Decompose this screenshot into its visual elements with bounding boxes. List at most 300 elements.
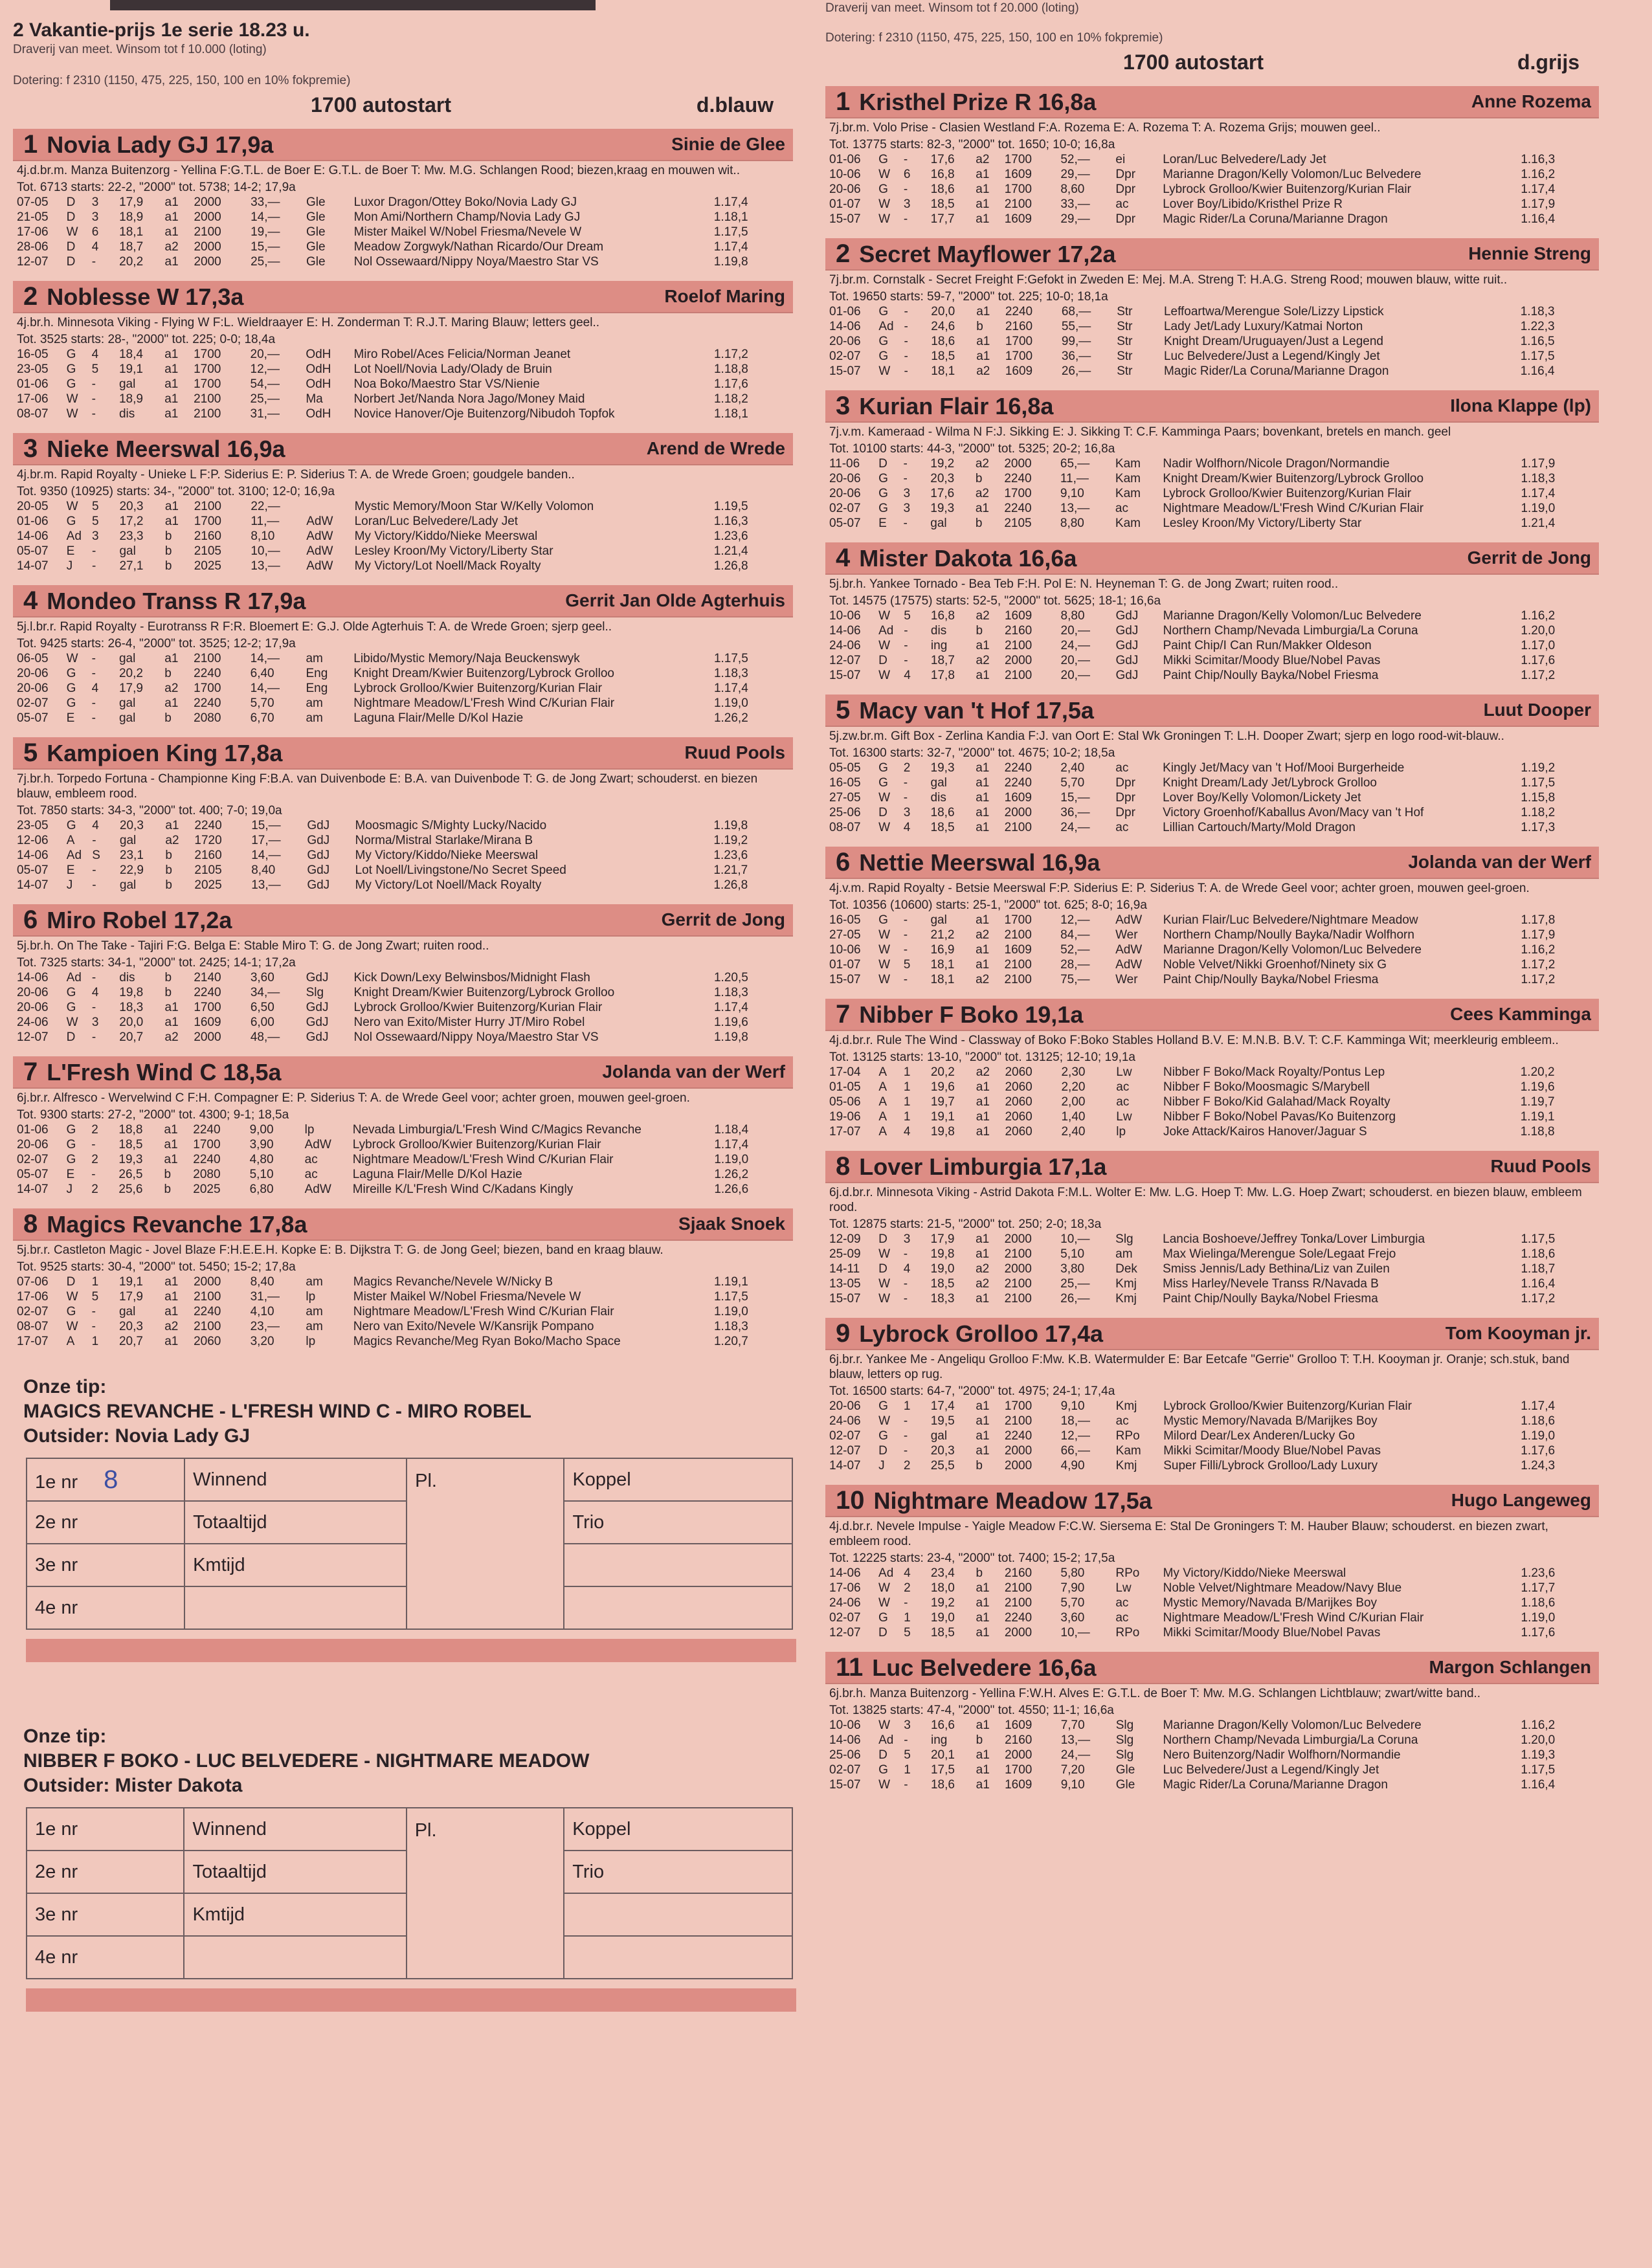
result-cell: 2000 <box>1004 654 1032 667</box>
grid-empty[interactable] <box>564 1586 792 1629</box>
result-cell: 2000 <box>194 255 221 269</box>
result-cell: 1700 <box>1004 913 1032 927</box>
result-cell: gal <box>930 1429 948 1443</box>
result-cell: 20,— <box>1060 654 1090 667</box>
result-cell: a1 <box>164 225 179 239</box>
result-row <box>829 1095 1599 1109</box>
grid-label[interactable]: Totaaltijd <box>184 1501 407 1544</box>
result-cell: 1.17,2 <box>1521 958 1556 972</box>
result-cell: 12-06 <box>17 834 49 847</box>
result-cell: 1.17,4 <box>713 1001 748 1014</box>
result-cell: GdJ <box>306 971 329 984</box>
result-cell: 24-06 <box>17 1016 49 1029</box>
result-row <box>829 790 1599 805</box>
result-cell: 3 <box>903 487 911 500</box>
result-cell: 8,40 <box>250 1275 274 1289</box>
result-row <box>829 152 1599 167</box>
result-cell: 20,7 <box>118 1335 143 1348</box>
result-cell: W <box>66 407 78 421</box>
result-cell: Miro Robel/Aces Felicia/Norman Jeanet <box>353 348 571 361</box>
grid-label[interactable]: Kmtijd <box>184 1893 406 1936</box>
result-cell: a1 <box>164 1275 179 1289</box>
result-cell: 2 <box>91 1153 98 1166</box>
result-cell: 25,— <box>250 392 280 406</box>
result-cell: G <box>66 1153 76 1166</box>
result-cell: Kam <box>1115 517 1141 530</box>
result-cell: 25,6 <box>118 1183 143 1196</box>
horse-name: 2 Noblesse W 17,3a <box>23 282 244 311</box>
result-cell: G <box>66 377 76 391</box>
result-cell: 07-06 <box>17 1275 49 1289</box>
grid-label[interactable] <box>184 1586 407 1629</box>
horse-pedigree: 7j.v.m. Kameraad - Wilma N F:J. Sikking E: J. Sikking T: C.F. Kamminga Paars; bovenkant, bretels en manch. geel <box>829 425 1451 439</box>
result-cell: 2000 <box>194 195 221 209</box>
tip-title: Onze tip: <box>23 1726 107 1747</box>
result-cell: 2100 <box>1004 669 1032 682</box>
result-cell: Lady Jet/Lady Luxury/Katmai Norton <box>1163 320 1363 333</box>
grid-trio[interactable]: Trio <box>564 1851 792 1893</box>
result-table <box>829 1718 1599 1792</box>
result-cell: a1 <box>164 1305 179 1318</box>
result-cell: ac <box>1115 761 1129 775</box>
result-cell: Smiss Jennis/Lady Bethina/Liz van Zuilen <box>1163 1262 1390 1276</box>
result-row <box>829 668 1599 683</box>
result-cell: 17,2 <box>119 515 144 528</box>
result-cell: 18,1 <box>931 364 955 378</box>
result-cell: ac <box>304 1168 318 1181</box>
result-row <box>17 254 793 269</box>
result-cell: Ad <box>878 1733 894 1747</box>
result-cell: - <box>903 153 908 166</box>
result-cell: RPo <box>1115 1626 1140 1640</box>
result-table <box>17 970 793 1045</box>
horse-number: 11 <box>836 1652 864 1682</box>
result-cell: 2240 <box>194 986 221 999</box>
result-cell: 1.17,5 <box>1521 1232 1556 1246</box>
grid-pl[interactable]: Pl. <box>407 1808 564 1979</box>
result-cell: 14,— <box>251 849 281 862</box>
result-cell: My Victory/Lot Noell/Mack Royalty <box>354 559 541 573</box>
result-cell: 15-07 <box>829 364 861 378</box>
result-row <box>17 529 793 544</box>
result-cell: Lot Noell/Livingstone/No Secret Speed <box>355 863 566 877</box>
result-cell: 07-05 <box>17 195 49 209</box>
result-cell: 06-05 <box>17 652 49 665</box>
result-cell: 2160 <box>1004 1566 1032 1580</box>
horse-totals: Tot. 12225 starts: 23-4, "2000" tot. 7400; 15-2; 17,5a <box>829 1551 1115 1565</box>
result-cell: Luxor Dragon/Ottey Boko/Novia Lady GJ <box>353 195 577 209</box>
result-cell: b <box>976 1733 983 1747</box>
result-row <box>17 1182 793 1197</box>
result-cell: 4 <box>91 240 99 254</box>
result-row <box>17 985 793 1000</box>
result-cell: 19,2 <box>930 457 955 471</box>
result-cell: 1700 <box>1005 335 1033 348</box>
result-cell: 2000 <box>1004 1232 1032 1246</box>
result-cell: 1.19,1 <box>1520 1110 1555 1124</box>
result-cell: 2 <box>904 1581 911 1595</box>
horse-pedigree: 5j.zw.br.m. Gift Box - Zerlina Kandia F:J. van Oort E: Stal Wk Groningen T: L.H. Dooper Zwart; sjerp en logo rood-wit-blauw.. <box>829 729 1504 743</box>
result-row <box>829 304 1599 319</box>
grid-koppel[interactable]: Koppel <box>564 1808 792 1851</box>
result-cell: 1.17,6 <box>713 377 748 391</box>
result-cell: b <box>164 667 172 680</box>
result-cell: Magic Rider/La Coruna/Marianne Dragon <box>1163 212 1388 226</box>
result-cell: a1 <box>164 195 179 209</box>
result-cell: My Victory/Kiddo/Nieke Meerswal <box>354 529 538 543</box>
result-cell: 19-06 <box>829 1110 861 1124</box>
result-cell: 20-05 <box>17 500 49 513</box>
result-cell: a1 <box>976 1232 990 1246</box>
grid-cell[interactable]: 3e nr <box>27 1544 184 1586</box>
result-cell: Ad <box>878 1566 894 1580</box>
result-cell: 1.16,3 <box>1521 153 1556 166</box>
result-cell: 12-09 <box>829 1232 861 1246</box>
result-cell: Lybrock Grolloo/Kwier Buitenzorg/Kurian Flair <box>1163 1399 1412 1413</box>
result-cell: D <box>878 1748 887 1762</box>
result-cell: Str <box>1117 335 1133 348</box>
result-cell: Nightmare Meadow/L'Fresh Wind C/Kurian Flair <box>352 1153 614 1166</box>
result-cell: - <box>91 1001 96 1014</box>
result-cell: b <box>165 849 172 862</box>
result-cell: 1.26,2 <box>714 1168 749 1181</box>
result-cell: 2025 <box>193 1183 221 1196</box>
tip-outsider: Outsider: Novia Lady GJ <box>23 1425 251 1447</box>
result-cell: 5 <box>903 958 911 972</box>
horse-driver: Sinie de Glee <box>671 134 785 154</box>
result-cell: - <box>903 973 908 986</box>
result-cell: AdW <box>1115 913 1143 927</box>
result-table <box>829 456 1599 531</box>
grid-cell[interactable]: 4e nr <box>27 1936 184 1979</box>
result-cell: 23,3 <box>119 529 144 543</box>
result-cell: 1.19,2 <box>713 834 748 847</box>
result-cell: 4 <box>904 669 911 682</box>
result-cell: AdW <box>306 559 333 573</box>
result-cell: Northern Champ/Noully Bayka/Nadir Wolfhorn <box>1163 928 1414 942</box>
horse-number: 3 <box>836 391 851 420</box>
grid-empty[interactable] <box>564 1936 792 1979</box>
result-cell: 20-06 <box>829 335 861 348</box>
grid-cell[interactable]: 4e nr <box>27 1586 184 1629</box>
result-row <box>17 818 793 833</box>
result-cell: 24-06 <box>829 639 861 652</box>
horse-entry <box>825 999 1599 1139</box>
result-cell: 31,— <box>250 1290 280 1304</box>
grid-label[interactable] <box>184 1936 406 1979</box>
result-cell: Paint Chip/Noully Bayka/Nobel Friesma <box>1163 1292 1378 1306</box>
result-cell: G <box>878 1429 888 1443</box>
result-cell: 2100 <box>1004 1581 1032 1595</box>
result-cell: - <box>904 350 908 363</box>
result-cell: 17,9 <box>118 1290 143 1304</box>
result-cell: 15-07 <box>829 212 861 226</box>
grid-label[interactable]: Winnend <box>184 1808 406 1851</box>
grid-label[interactable]: Winnend <box>184 1458 407 1501</box>
result-cell: lp <box>306 1335 316 1348</box>
result-cell: Nibber F Boko/Nobel Pavas/Ko Buitenzorg <box>1163 1110 1396 1124</box>
result-cell: 1.24,3 <box>1521 1459 1556 1473</box>
result-cell: 1.17,4 <box>1521 1399 1556 1413</box>
result-cell: 1 <box>903 1065 911 1079</box>
horse-pedigree: 5j.l.br.r. Rapid Royalty - Eurotranss R F:R. Bloemert E: G.J. Olde Agterhuis T: A. de Wrede Groen; sjerp geel.. <box>17 620 612 634</box>
result-cell: 20,0 <box>119 1016 144 1029</box>
result-cell: 20-06 <box>829 1399 861 1413</box>
result-cell: 20,3 <box>118 1320 143 1333</box>
result-cell: Wer <box>1115 928 1138 942</box>
result-cell: 17-06 <box>17 225 49 239</box>
grid-cell[interactable]: 3e nr <box>27 1893 184 1936</box>
result-row <box>829 623 1599 638</box>
grid-koppel[interactable]: Koppel <box>564 1458 792 1501</box>
result-cell: 2240 <box>194 696 221 710</box>
result-cell: 08-07 <box>829 821 861 834</box>
result-row <box>17 377 793 392</box>
result-cell: - <box>904 654 908 667</box>
result-cell: 27-05 <box>829 791 861 805</box>
result-cell: 1609 <box>1004 791 1032 805</box>
result-cell: D <box>66 240 76 254</box>
result-cell: a1 <box>164 652 179 665</box>
result-cell: 18,5 <box>930 1277 955 1291</box>
horse-pedigree: 6j.br.r. Yankee Me - Angeliqu Grolloo F:Mw. K.B. Watermulder E: Bar Eetcafe "Gerrie" Grolloo T: T.H. Kooyman jr. Oranje; sch.stuk, band blauw, letters op rug. <box>829 1353 1570 1381</box>
result-row <box>829 486 1599 501</box>
result-row <box>829 1399 1599 1414</box>
result-cell: 01-06 <box>17 1123 49 1137</box>
result-cell: 2000 <box>1004 806 1032 819</box>
grid-pl[interactable]: Pl. <box>407 1458 564 1629</box>
result-row <box>17 1334 793 1349</box>
result-cell: G <box>878 502 888 515</box>
result-cell: 1.17,5 <box>1521 776 1556 790</box>
result-cell: a1 <box>976 1581 990 1595</box>
result-cell: 6,00 <box>250 1016 274 1029</box>
result-cell: RPo <box>1115 1566 1140 1580</box>
result-cell: 2 <box>903 761 911 775</box>
horse-entry <box>825 1151 1599 1306</box>
result-cell: - <box>903 791 908 805</box>
result-cell: 19,8 <box>930 1247 955 1261</box>
horse-driver: Gerrit de Jong <box>1467 548 1591 568</box>
result-cell: - <box>91 652 96 665</box>
result-cell: 2 <box>91 1183 98 1196</box>
result-cell: 01-06 <box>17 377 49 391</box>
result-cell: 1.18,2 <box>1521 806 1556 819</box>
result-cell: 2105 <box>194 863 222 877</box>
tip-divider <box>26 1639 796 1662</box>
result-cell: 2100 <box>1004 1277 1032 1291</box>
grid-empty[interactable] <box>564 1544 792 1586</box>
result-cell: 2160 <box>194 849 222 862</box>
result-cell: 2060 <box>1005 1065 1032 1079</box>
result-cell: 1.16,2 <box>1521 168 1556 181</box>
result-row <box>17 1319 793 1334</box>
result-cell: a1 <box>976 639 990 652</box>
horse-header <box>13 585 793 617</box>
result-row <box>17 392 793 406</box>
result-cell: b <box>976 320 983 333</box>
result-cell: 1.19,2 <box>1521 761 1556 775</box>
result-cell: 14-06 <box>829 1733 861 1747</box>
result-cell: - <box>903 1429 908 1443</box>
result-cell: 1.16,4 <box>1521 1277 1556 1291</box>
result-cell: 1.19,0 <box>1521 502 1556 515</box>
result-cell: 19,8 <box>930 1125 955 1139</box>
result-cell: Max Wielinga/Merengue Sole/Legaat Frejo <box>1163 1247 1396 1261</box>
result-cell: OdH <box>306 377 331 391</box>
result-cell: G <box>878 1763 888 1777</box>
result-cell: 1700 <box>1005 350 1033 363</box>
result-cell: 2000 <box>1004 1626 1032 1640</box>
result-cell: ac <box>1116 1080 1130 1094</box>
result-cell: 5,10 <box>1060 1247 1085 1261</box>
horse-pedigree: 4j.d.br.m. Manza Buitenzorg - Yellina F:G.T.L. de Boer E: G.T.L. de Boer T: Mw. M.G. Schlangen Rood; biezen,kraag en mouwen wit.. <box>17 164 740 177</box>
result-cell: a2 <box>976 153 990 166</box>
result-cell: Nadir Wolfhorn/Nicole Dragon/Normandie <box>1163 457 1390 471</box>
result-row <box>17 863 793 878</box>
result-cell: Mystic Memory/Navada B/Marijkes Boy <box>1163 1414 1378 1428</box>
bet-grid <box>26 1458 793 1630</box>
result-cell: 52,— <box>1060 153 1090 166</box>
result-cell: G <box>66 1138 76 1151</box>
result-cell: 05-05 <box>829 761 861 775</box>
result-cell: Mon Ami/Northern Champ/Novia Lady GJ <box>353 210 581 224</box>
result-cell: 18,7 <box>930 654 955 667</box>
result-cell: 9,10 <box>1060 1399 1085 1413</box>
grid-empty[interactable] <box>564 1893 792 1936</box>
result-cell: 10-06 <box>829 609 861 623</box>
horse-number: 6 <box>836 847 851 876</box>
result-cell: 5,70 <box>250 696 274 710</box>
result-table <box>17 1274 793 1349</box>
result-cell: a1 <box>976 669 990 682</box>
result-cell: Nibber F Boko/Moosmagic S/Marybell <box>1163 1080 1370 1094</box>
result-cell: 1.18,6 <box>1521 1596 1556 1610</box>
grid-label[interactable]: Kmtijd <box>184 1544 407 1586</box>
result-cell: 4,10 <box>250 1305 274 1318</box>
result-cell: 1.19,0 <box>1521 1429 1556 1443</box>
bet-grid-2 <box>26 1807 793 1979</box>
result-row <box>829 334 1599 349</box>
result-cell: Lot Noell/Novia Lady/Olady de Bruin <box>353 362 552 376</box>
result-row <box>829 364 1599 379</box>
result-cell: 1.18,2 <box>713 392 748 406</box>
result-cell: 17,4 <box>930 1399 955 1413</box>
result-cell: Ad <box>878 320 894 333</box>
result-cell: 18,6 <box>930 183 955 196</box>
grid-cell[interactable]: 2e nr <box>27 1501 184 1544</box>
result-cell: 1 <box>903 1110 911 1124</box>
result-cell: 3 <box>91 210 99 224</box>
race-title: 2 Vakantie-prijs 1e serie 18.23 u. <box>13 19 310 41</box>
result-cell: - <box>91 407 96 421</box>
grid-label[interactable]: Totaaltijd <box>184 1851 406 1893</box>
result-cell: 33,— <box>1060 197 1090 211</box>
result-cell: GdJ <box>307 878 330 892</box>
race-subtitle: Draverij van meet. Winsom tot f 20.000 (loting) <box>825 1 1079 15</box>
result-cell: - <box>903 1414 908 1428</box>
horse-number: 2 <box>836 239 851 268</box>
grid-cell[interactable]: 1e nr 8 <box>27 1458 184 1501</box>
result-cell: 10-06 <box>829 943 861 957</box>
result-cell: 15,— <box>251 240 280 254</box>
result-cell: 1 <box>904 1763 911 1777</box>
result-cell: - <box>903 212 908 226</box>
result-cell: 25-09 <box>829 1247 861 1261</box>
result-cell: Nibber F Boko/Mack Royalty/Pontus Lep <box>1163 1065 1385 1079</box>
result-cell: GdJ <box>1115 639 1139 652</box>
result-cell: lp <box>304 1123 315 1137</box>
result-cell: GdJ <box>307 849 330 862</box>
result-cell: 1.19,1 <box>713 1275 748 1289</box>
result-cell: 19,8 <box>119 986 144 999</box>
result-cell: Str <box>1117 364 1133 378</box>
result-table <box>829 304 1599 379</box>
result-cell: J <box>878 1459 885 1473</box>
grid-trio[interactable]: Trio <box>564 1501 792 1544</box>
result-cell: 20-06 <box>17 1138 49 1151</box>
result-cell: Lillian Cartouch/Marty/Mold Dragon <box>1163 821 1356 834</box>
horse-number: 8 <box>23 1209 38 1238</box>
result-cell: 3,60 <box>250 971 274 984</box>
result-row <box>829 516 1599 531</box>
result-cell: Dpr <box>1115 776 1135 790</box>
result-cell: 29,— <box>1060 168 1090 181</box>
horse-driver: Margon Schlangen <box>1429 1657 1591 1677</box>
result-cell: 1.19,3 <box>1521 1748 1556 1762</box>
result-cell: 1609 <box>1005 1718 1032 1732</box>
result-cell: 26,5 <box>118 1168 143 1181</box>
result-cell: - <box>91 1030 96 1044</box>
result-cell: 3 <box>91 1016 99 1029</box>
result-cell: 8,80 <box>1060 517 1084 530</box>
result-cell: G <box>878 776 888 790</box>
horse-entry <box>825 695 1599 835</box>
result-cell: 14-06 <box>17 529 49 543</box>
result-cell: 1.18,3 <box>1520 305 1555 318</box>
horse-pedigree: 7j.br.h. Torpedo Fortuna - Championne King F:B.A. van Duivenbode E: B.A. van Duivenbode T: G. de Jong Zwart; schouderst. en biezen blauw, embleem rood. <box>17 772 758 801</box>
horse-entry <box>825 1318 1599 1473</box>
result-cell: 5 <box>904 1748 911 1762</box>
result-table <box>829 761 1599 835</box>
result-cell: a1 <box>164 500 179 513</box>
result-cell: 12,— <box>1060 1429 1090 1443</box>
result-cell: Nightmare Meadow/L'Fresh Wind C/Kurian Flair <box>1163 502 1424 515</box>
tip-divider <box>26 1988 796 2012</box>
horse-totals: Tot. 10356 (10600) starts: 25-1, "2000" tot. 625; 8-0; 16,9a <box>829 898 1147 912</box>
result-cell: - <box>91 696 96 710</box>
result-cell: 18,3 <box>930 1292 955 1306</box>
result-cell: 18,1 <box>119 225 144 239</box>
result-cell: Magic Rider/La Coruna/Marianne Dragon <box>1163 364 1389 378</box>
result-cell: a2 <box>976 1065 990 1079</box>
grid-cell[interactable]: 2e nr <box>27 1851 184 1893</box>
horse-totals: Tot. 13825 starts: 47-4, "2000" tot. 4550; 11-1; 16,6a <box>829 1704 1114 1717</box>
grid-cell[interactable]: 1e nr <box>27 1808 184 1851</box>
result-cell: 1.20,0 <box>1521 624 1556 638</box>
result-cell: 23,1 <box>119 849 144 862</box>
result-row <box>829 1581 1599 1595</box>
result-cell: 1 <box>903 1080 911 1094</box>
result-cell: W <box>878 928 890 942</box>
result-row <box>829 1124 1599 1139</box>
result-cell: - <box>904 1733 908 1747</box>
result-cell: 1.18,8 <box>1520 1125 1555 1139</box>
result-cell: 1700 <box>1005 1763 1032 1777</box>
result-cell: Noa Boko/Maestro Star VS/Nienie <box>353 377 540 391</box>
result-cell: 2105 <box>194 544 222 558</box>
result-cell: Gle <box>306 240 326 254</box>
